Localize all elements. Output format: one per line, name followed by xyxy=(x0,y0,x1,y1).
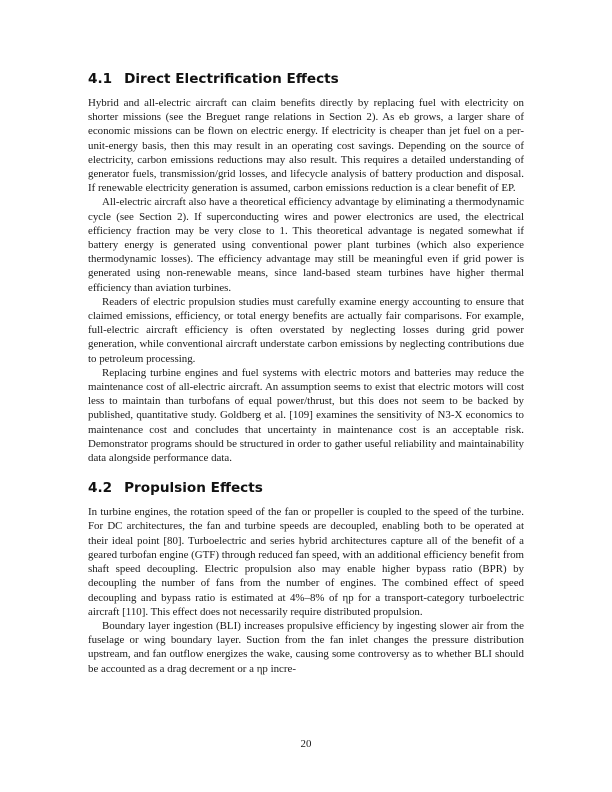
paragraph: Readers of electric propulsion studies must carefully examine energy accounting to ensure that claimed emissions, efficiency, or total energy benefits are actually fair comparisons. For example, full-electric aircraft efficiency is often overstated by neglecting losses during grid power generation, while conventional aircraft understate carbon emissions by neglecting contributions due to petroleum processing. xyxy=(88,295,524,365)
paragraph: Replacing turbine engines and fuel systems with electric motors and batteries may reduce the maintenance cost of all-electric aircraft. An assumption seems to exist that electric motors will cost less to maintain than turbofans of equal power/thrust, but this does not seem to be backed by published, quantitative study. Goldberg et al. [109] examines the sensitivity of N3-X economics to maintenance cost and concludes that uncertainty in maintenance cost is an acceptable risk. Demonstrator programs should be structured in order to gather useful reliability and maintainability data alongside performance data. xyxy=(88,366,524,465)
page-content xyxy=(88,70,524,676)
section-heading xyxy=(88,70,524,88)
section-number: 4.1 xyxy=(88,71,113,87)
paragraph: Boundary layer ingestion (BLI) increases propulsive efficiency by ingesting slower air from the fuselage or wing boundary layer. Suction from the fan inlet changes the pressure distribution upstream, and fan outflow energizes the wake, causing some controversy as to whether BLI should be accounted as a drag decrement or a ηp incre- xyxy=(88,619,524,675)
page-number: 20 xyxy=(300,738,312,750)
section-4-1 xyxy=(88,70,524,465)
section-heading xyxy=(88,479,524,497)
paragraph: Hybrid and all-electric aircraft can claim benefits directly by replacing fuel with electricity on shorter missions (see the Breguet range relations in Section 2). As eb grows, a larger share of economic missions can be flown on electric energy. If electricity is cheaper than jet fuel on a per-unit-energy basis, then this may result in an operating cost savings. Depending on the source of electricity, carbon emissions reductions may also result. This requires a detailed understanding of generator fuels, transmission/grid losses, and lifecycle analysis of battery production and disposal. If renewable electricity generation is assumed, carbon emissions reduction is a clear benefit of EP. xyxy=(88,97,524,195)
section-4-2 xyxy=(88,479,524,675)
section-number: 4.2 xyxy=(88,480,113,497)
section-title: Propulsion Effects xyxy=(124,480,263,497)
paragraph: All-electric aircraft also have a theoretical efficiency advantage by eliminating a thermodynamic cycle (see Section 2). If superconducting wires and power electronics are used, the electrical efficiency fraction may be very close to 1. This theoretical advantage is negated somewhat if battery energy is generated using conventional power plant turbines (which also experience thermodynamic losses). The efficiency advantage may still be meaningful even if grid power is generated using non-renewable means, since land-based steam turbines have higher thermal efficiency than aviation turbines. xyxy=(88,196,524,294)
section-title: Direct Electrification Effects xyxy=(124,71,339,87)
paragraph: In turbine engines, the rotation speed of the fan or propeller is coupled to the speed of the turbine. For DC architectures, the fan and turbine speeds are decoupled, enabling both to be operated at their ideal point [80]. Turboelectric and series hybrid architectures capture all of the benefit of a geared turbofan engine (GTF) through reduced fan speed, with an additional efficiency benefit from shaft speed decoupling. Electric propulsion also may enable higher bypass ratio (BPR) by decoupling the number of fans from the number of engines. The combined effect of speed decoupling and bypass ratio is estimated at 4%–8% of ηp for a transport-category turboelectric aircraft [110]. This effect does not necessarily require distributed propulsion. xyxy=(88,506,524,618)
